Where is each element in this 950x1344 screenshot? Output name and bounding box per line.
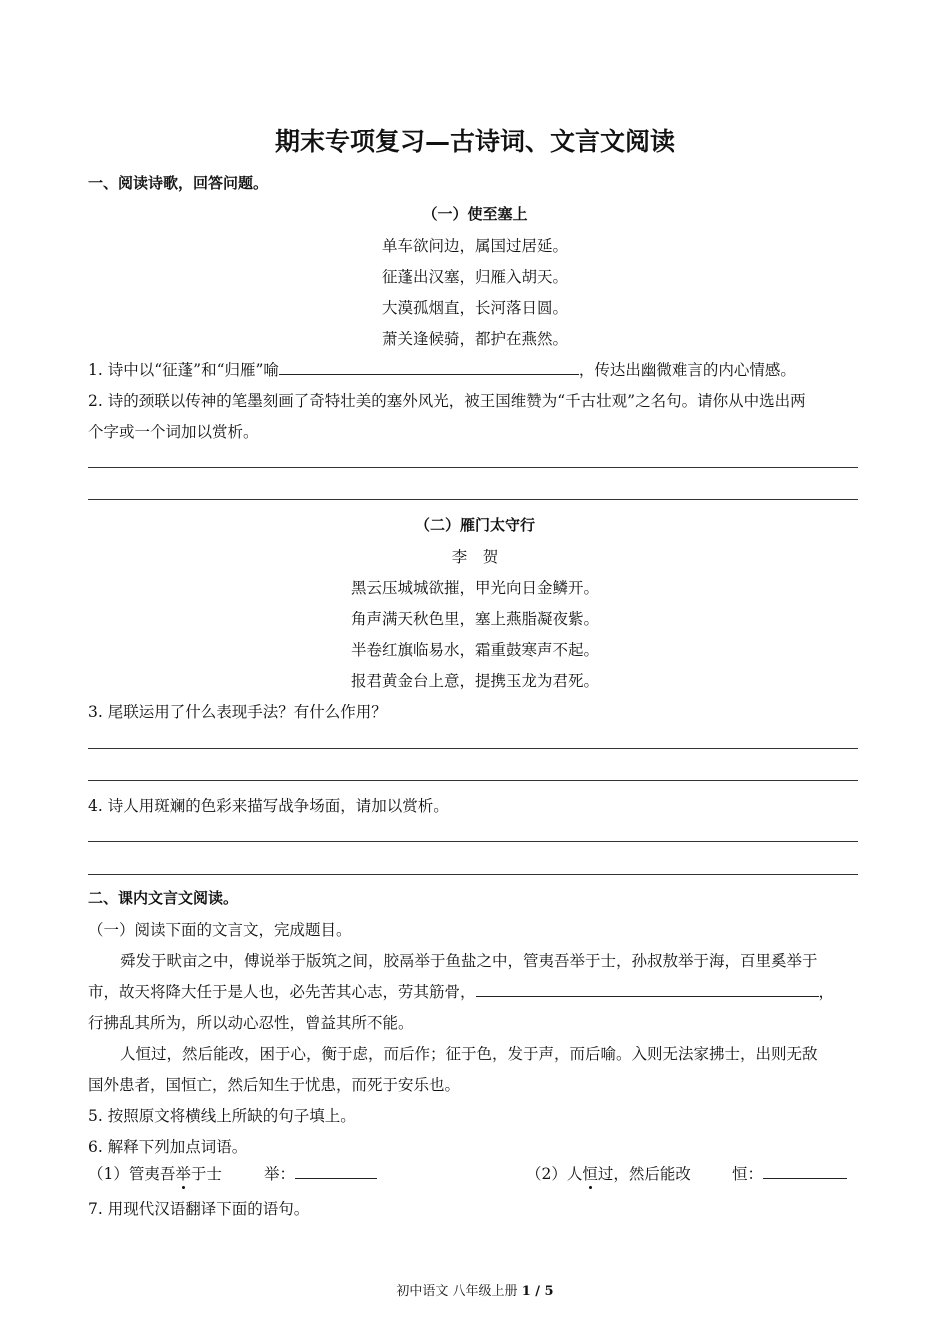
poem1-title: （一）使至塞上 (422, 205, 528, 223)
answer-line[interactable] (88, 499, 858, 500)
question-3: 3. 尾联运用了什么表现手法？有什么作用？ (88, 703, 387, 721)
question-6-item2-answer (732, 1162, 847, 1184)
passage-p1-line1: 舜发于畎亩之中，傅说举于版筑之间，胶鬲举于鱼盐之中，管夷吾举于士，孙叔敖举于海，百里奚举于 (120, 952, 818, 970)
poem1-line: 萧关逢候骑，都护在燕然。 (381, 330, 568, 348)
question-7: 7. 用现代汉语翻译下面的语句。 (88, 1200, 310, 1218)
answer-blank-1[interactable] (279, 374, 579, 375)
item-text: （2）人 (526, 1165, 583, 1183)
question-1-text-end: ，传达出幽微难言的内心情感。 (578, 361, 796, 379)
poem2-line: 半卷红旗临易水，霜重鼓寒声不起。 (350, 641, 599, 659)
answer-blank-passage[interactable] (476, 996, 819, 997)
question-2-line1: 2. 诗的颈联以传神的笔墨刻画了奇特壮美的塞外风光，被王国维赞为“千古壮观”之名句。请你从中选出两 (88, 392, 806, 410)
poem1-line: 征蓬出汉塞，归雁入胡天。 (381, 268, 568, 286)
poem1-line: 大漠孤烟直，长河落日圆。 (381, 299, 568, 317)
answer-line[interactable] (88, 874, 858, 875)
answer-line[interactable] (88, 841, 858, 842)
question-6-item2 (526, 1162, 691, 1184)
item-text: 过，然后能改 (597, 1165, 691, 1183)
section2-heading: 二、课内文言文阅读。 (88, 889, 239, 907)
answer-line[interactable] (88, 467, 858, 468)
passage-p1-line3: 行拂乱其所为，所以动心忍性，曾益其所不能。 (88, 1014, 414, 1032)
poem2-line: 黑云压城城欲摧，甲光向日金鳞开。 (350, 579, 599, 597)
section2-subheading: （一）阅读下面的文言文，完成题目。 (88, 921, 352, 939)
poem2-line: 报君黄金台上意，提携玉龙为君死。 (350, 672, 599, 690)
item-text: （1）管夷吾 (88, 1165, 176, 1183)
poem2-title: （二）雁门太守行 (414, 516, 535, 534)
passage-p2-line2: 国外患者，国恒亡，然后知生于忧患，而死于安乐也。 (88, 1076, 461, 1094)
answer-blank[interactable] (295, 1178, 377, 1179)
page-footer (0, 1280, 950, 1299)
answer-line[interactable] (88, 748, 858, 749)
page-title: 期末专项复习—古诗词、文言文阅读 (274, 127, 675, 156)
question-4: 4. 诗人用斑斓的色彩来描写战争场面，请加以赏析。 (88, 797, 449, 815)
passage-text: 市，故天将降大任于是人也，必先苦其心志，劳其筋骨， (88, 983, 476, 1001)
poem2-author: 李 贺 (451, 548, 499, 566)
poem2-line: 角声满天秋色里，塞上燕脂凝夜紫。 (350, 610, 599, 628)
answer-line[interactable] (88, 780, 858, 781)
item-text: 于士 (190, 1165, 222, 1183)
passage-text: ， (818, 983, 835, 1001)
passage-p2-line1: 人恒过，然后能改，困于心，衡于虑，而后作；征于色，发于声，而后喻。入则无法家拂士，出则无敌 (120, 1045, 818, 1063)
dotted-char: 恒 (582, 1162, 598, 1184)
passage-p1-line2 (88, 980, 834, 1002)
question-1-text: 1. 诗中以“征蓬”和“归雁”喻 (88, 361, 279, 379)
question-6-item1-answer (264, 1162, 377, 1184)
section1-heading: 一、阅读诗歌，回答问题。 (88, 174, 269, 192)
footer-text: 初中语文 八年级上册 (396, 1284, 522, 1299)
answer-label: 举： (264, 1165, 296, 1183)
question-2-line2: 个字或一个词加以赏析。 (88, 423, 259, 441)
dotted-char: 举 (175, 1162, 191, 1184)
answer-label: 恒： (732, 1165, 764, 1183)
question-1 (88, 358, 796, 380)
page-number: 1 / 5 (521, 1284, 554, 1299)
question-5: 5. 按照原文将横线上所缺的句子填上。 (88, 1107, 356, 1125)
answer-blank[interactable] (763, 1178, 847, 1179)
question-6: 6. 解释下列加点词语。 (88, 1138, 248, 1156)
question-6-item1 (88, 1162, 222, 1184)
poem1-line: 单车欲问边，属国过居延。 (381, 237, 568, 255)
